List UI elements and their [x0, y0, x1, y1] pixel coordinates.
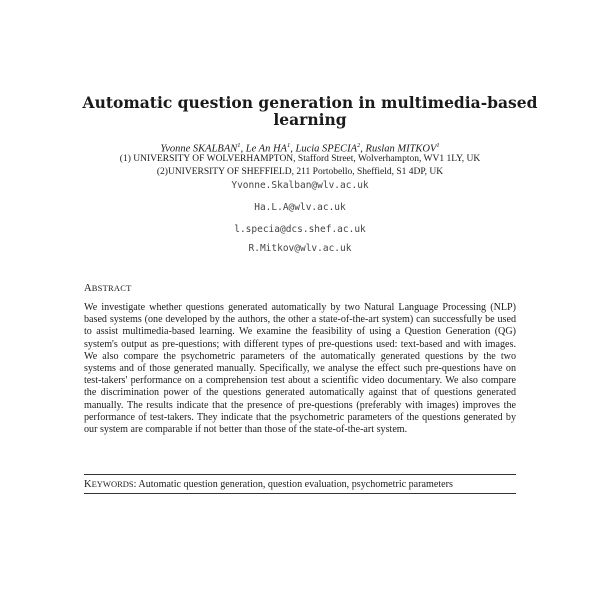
- author-email[interactable]: R.Mitkov@wlv.ac.uk: [248, 243, 352, 254]
- abstract-body: We investigate whether questions generated automatically by two Natural Language Processing (NLP) based systems (one developed by the authors, the other a state-of-the-art system) can successfully be used to assist multimedia-based learning. We examine the feasibility of using a Question Generation (QG) system's output as pre-questions; with different types of pre-questions used: text-based and with images. We also compare the psychometric parameters of the automatically generated questions by the two systems and of those generated manually. Specifically, we analyse the effect such pre-questions have on test-takers' performance on a comprehension test about a scientific video documentary. We also compare the discrimination power of the questions generated automatically against that of questions generated manually. The results indicate that the presence of pre-questions (preferably with images) improves the performance of test-takers. They indicate that the psychometric parameters of the questions generated by our system are comparable if not better than those of the state-of-the-art system.: [84, 302, 516, 436]
- author-email[interactable]: Ha.L.A@wlv.ac.uk: [254, 202, 346, 213]
- keywords-line: [84, 478, 516, 491]
- author-affil-marker: 1: [286, 142, 291, 149]
- keywords-label: [84, 479, 134, 489]
- author-affil-marker: 2: [357, 142, 361, 149]
- author-name: Lucia SPECIA: [295, 143, 358, 155]
- keywords-separator: :: [133, 479, 139, 490]
- abstract-heading: [84, 283, 131, 294]
- author-email[interactable]: Yvonne.Skalban@wlv.ac.uk: [231, 180, 369, 191]
- paper-title: Automatic question generation in multimedia-based learning: [82, 93, 538, 129]
- abstract-heading-rest: BSTRACT: [91, 283, 132, 293]
- affiliation-1: (1) UNIVERSITY OF WOLVERHAMPTON, Stafford Street, Wolverhampton, WV1 1LY, UK: [119, 154, 481, 164]
- keywords-text: Automatic question generation, question evaluation, psychometric parameters: [138, 479, 453, 490]
- abstract-heading-initial: A: [84, 283, 92, 294]
- author-affil-marker: 1: [237, 142, 241, 149]
- keywords-label-initial: K: [84, 479, 92, 490]
- author-list: Yvonne SKALBAN$^1$, Le An $HA^1$, Lucia SPECIA$^2$, Ruslan MITKOV$^1$: [160, 142, 440, 155]
- divider-top: [84, 474, 516, 475]
- author-name: Le An HA: [245, 143, 287, 155]
- keywords-label-rest: EYWORDS: [91, 479, 134, 489]
- author-email[interactable]: l.specia@dcs.shef.ac.uk: [234, 224, 366, 235]
- divider-bottom: [84, 493, 516, 494]
- author-affil-marker: 1: [436, 142, 440, 149]
- author-name: Yvonne SKALBAN: [160, 143, 238, 155]
- affiliation-2: (2)UNIVERSITY OF SHEFFIELD, 211 Portobello, Sheffield, S1 4DP, UK: [156, 167, 444, 177]
- author-name: Ruslan MITKOV: [365, 143, 437, 155]
